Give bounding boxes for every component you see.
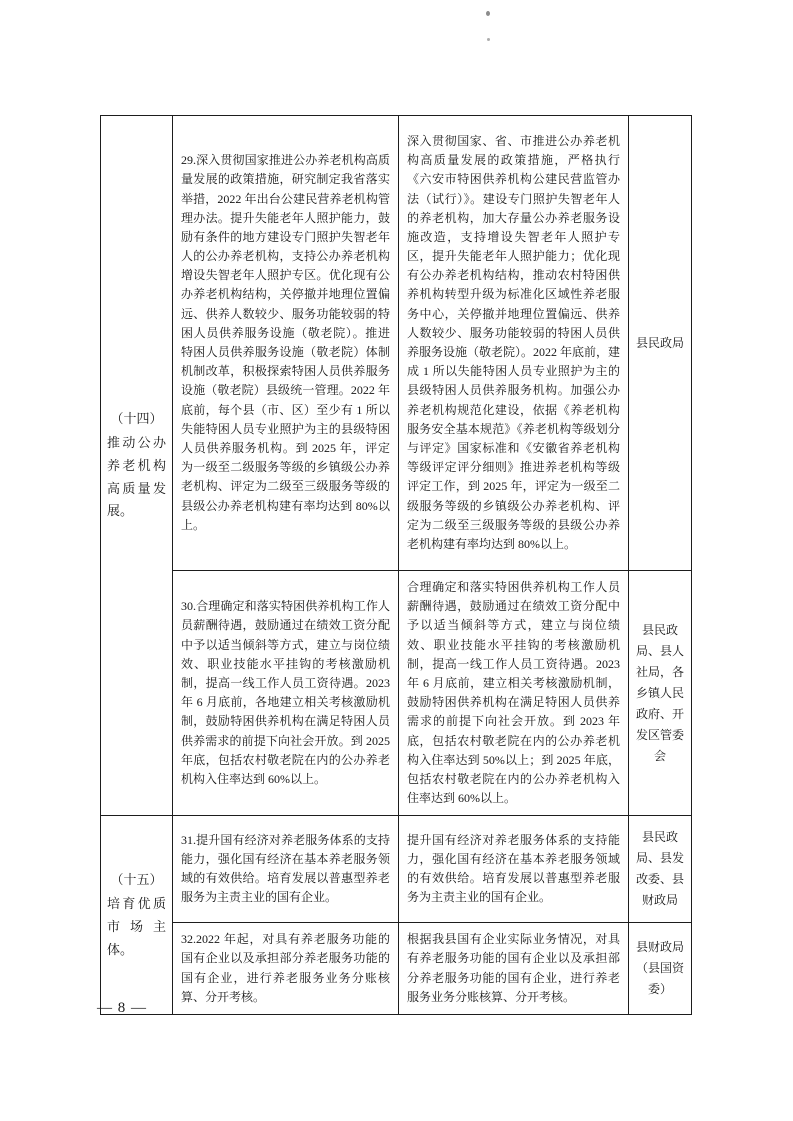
scan-artifact <box>486 11 490 16</box>
policy-task-table <box>100 115 692 1015</box>
responsible-30-text: 县民政局、县人社局，各乡镇人民政府、开发区管委会 <box>635 622 684 763</box>
measure-30-cell <box>399 571 629 816</box>
table-row <box>101 923 692 1015</box>
section-15-title: 培育优质市场主体。 <box>107 896 166 957</box>
measure-29-text: 深入贯彻国家、省、市推进公办养老机构高质量发展的政策措施，严格执行《六安市特困供养机构公建民营监管办法（试行）》。建设专门照护失智老年人的养老机构，加大存量公办养老服务设施改造，支持增设失智老年人照护专区，提升失能老年人照护能力；优化现有公办养老机构结构，推动农村特困供养机构转型升级为标准化区域性养老服务中心，关停撤并地理位置偏远、供养人数较少、服务功能较弱的特困人员供养服务设施（敬老院）。2022 年底前，建成 1 所以失能特困人员专业照护为主的县级特困人员供养服务机构。加强公办养老机构规范化建设，依据《养老机构服务安全基本规范》《养老机构等级划分与评定》国家标准和《安徽省养老机构等级评定评分细则》推进养老机构等级评定工作，到 2025 年，评定为一级至二级服务等级的乡镇级公办养老机构、评定为二级至三级服务等级的县级公办养老机构建有率均达到 80%以上。 <box>407 133 621 551</box>
measure-31-cell <box>399 816 629 923</box>
task-30-cell <box>173 571 399 816</box>
measure-31-text: 提升国有经济对养老服务体系的支持能力，强化国有经济在基本养老服务领域的有效供给。培育发展以普惠型养老服务为主责主业的国有企业。 <box>407 832 620 905</box>
measure-29-cell <box>399 116 629 571</box>
responsible-31-cell <box>629 816 692 923</box>
measure-32-text: 根据我县国有企业实际业务情况，对具有养老服务功能的国有企业以及承担部分养老服务功能的国有企业，进行养老服务业务分账核算、分开考核。 <box>407 932 620 1004</box>
task-29-text: 29.深入贯彻国家推进公办养老机构高质量发展的政策措施，研究制定我省落实举措，2022 年出台公建民营养老机构管理办法。提升失能老年人照护能力，鼓励有条件的地方建设专门照护失智老年人的公办养老机构，支持公办养老机构增设失智老年人照护专区。优化现有公办养老机构结构，关停撤并地理位置偏远、供养人数较少、服务功能较弱的特困人员供养服务设施（敬老院）。推进特困人员供养服务设施（敬老院）体制机制改革，积极探索特困人员供养服务设施（敬老院）县级统一管理。2022 年底前，每个县（市、区）至少有 1 所以失能特困人员专业照护为主的县级特困人员供养服务机构。到 2025 年，评定为一级至二级服务等级的乡镇级公办养老机构、评定为二级至三级服务等级的县级公办养老机构建有率均达到 80%以上。 <box>181 153 390 532</box>
responsible-29-text: 县民政局 <box>635 335 684 350</box>
responsible-29-cell <box>629 116 692 571</box>
task-30-text: 30.合理确定和落实特困供养机构工作人员薪酬待遇，鼓励通过在绩效工资分配中予以适当倾斜等方式，建立与岗位绩效、职业技能水平挂钩的考核激励机制，提高一线工作人员工资待遇。2023 年 6 月底前，各地建立相关考核激励机制，鼓励特困供养机构在满足特困人员供养需求的前提下向社会开放。到 2025 年底，包括农村敬老院在内的公办养老机构入住率达到 60%以上。 <box>181 599 390 786</box>
page-number: — 8 — <box>97 1000 147 1016</box>
scan-artifact <box>487 38 490 41</box>
table-row <box>101 116 692 571</box>
section-14-cell <box>101 116 173 816</box>
table-row <box>101 571 692 816</box>
section-15-marker: （十五） <box>110 871 163 887</box>
section-14-marker: （十四） <box>110 411 163 427</box>
responsible-30-cell <box>629 571 692 816</box>
measure-30-text: 合理确定和落实特困供养机构工作人员薪酬待遇，鼓励通过在绩效工资分配中予以适当倾斜等方式，建立与岗位绩效、职业技能水平挂钩的考核激励机制，提高一线工作人员工资待遇。2023 年 6 月底前，建立相关考核激励机制，鼓励特困供养机构在满足特困人员供养需求的前提下向社会开放。到 2023 年底，包括农村敬老院在内的公办养老机构入住率达到 50%以上；到 2025 年底，包括农村敬老院在内的公办养老机构入住率达到 60%以上。 <box>407 580 620 806</box>
responsible-32-text: 县财政局（县国资委） <box>635 940 684 997</box>
task-29-cell <box>173 116 399 571</box>
measure-32-cell <box>399 923 629 1015</box>
responsible-31-text: 县民政局、县发改委、县财政局 <box>635 830 684 908</box>
task-32-cell <box>173 923 399 1015</box>
responsible-32-cell <box>629 923 692 1015</box>
section-14-title: 推动公办养老机构高质量发展。 <box>107 435 166 519</box>
task-32-text: 32.2022 年起，对具有养老服务功能的国有企业以及承担部分养老服务功能的国有企业，进行养老服务业务分账核算、分开考核。 <box>181 932 390 1004</box>
section-15-cell <box>101 816 173 1015</box>
task-31-text: 31.提升国有经济对养老服务体系的支持能力，强化国有经济在基本养老服务领域的有效供给。培育发展以普惠型养老服务为主责主业的国有企业。 <box>181 832 390 905</box>
table-row <box>101 816 692 923</box>
task-31-cell <box>173 816 399 923</box>
